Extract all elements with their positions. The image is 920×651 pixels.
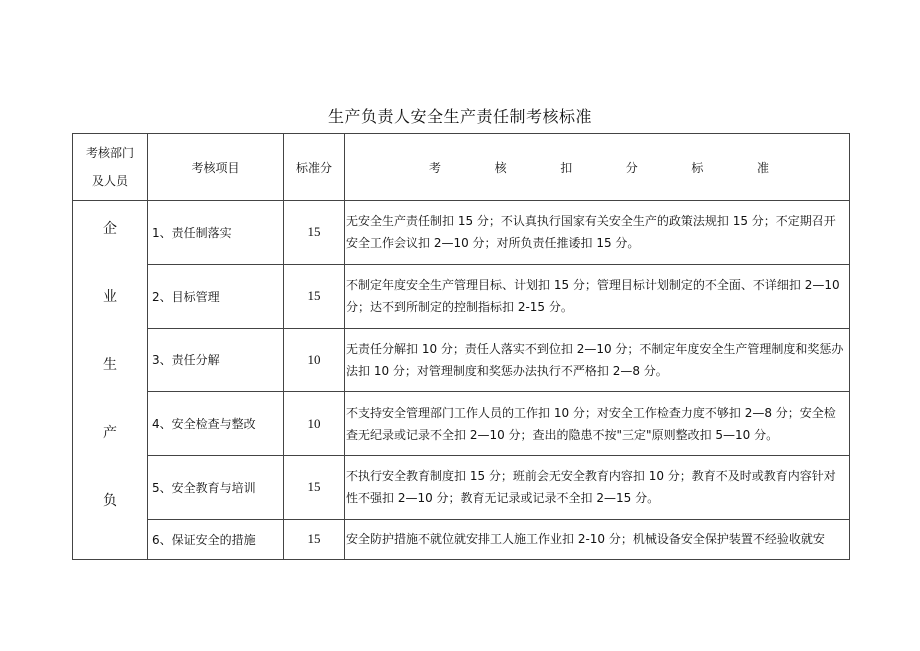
item-cell: 5、安全教育与培训: [148, 456, 284, 520]
header-dept: [73, 134, 148, 201]
item-cell: 6、保证安全的措施: [148, 519, 284, 559]
item-cell: 1、责任制落实: [148, 201, 284, 265]
item-cell: 3、责任分解: [148, 328, 284, 392]
criteria-cell: 无安全生产责任制扣 15 分；不认真执行国家有关安全生产的政策法规扣 15 分；不定期召开安全工作会议扣 2—10 分；对所负责任推诿扣 15 分。: [345, 201, 850, 265]
score-cell: 15: [284, 519, 345, 559]
table-header-row: [73, 134, 850, 201]
dept-char: 业: [103, 289, 117, 305]
table-row: [73, 392, 850, 456]
header-dept-line1: 考核部门: [85, 146, 134, 160]
table-row: [73, 519, 850, 559]
header-dept-line2: 及人员: [91, 174, 128, 188]
assessment-table: [72, 133, 850, 560]
dept-cell: [73, 201, 148, 560]
score-cell: 10: [284, 328, 345, 392]
score-cell: 15: [284, 201, 345, 265]
dept-char: 企: [103, 221, 117, 237]
criteria-cell: 不支持安全管理部门工作人员的工作扣 10 分；对安全工作检查力度不够扣 2—8 分；安全检查无纪录或记录不全扣 2—10 分；查出的隐患不按"三定"原则整改扣 5—10 分。: [345, 392, 850, 456]
table-row: [73, 264, 850, 328]
header-criteria: 考核扣分标准: [345, 134, 850, 201]
criteria-cell: 不制定年度安全生产管理目标、计划扣 15 分；管理目标计划制定的不全面、不详细扣 2—10 分；达不到所制定的控制指标扣 2-15 分。: [345, 264, 850, 328]
dept-char: 生: [103, 357, 117, 373]
header-score: 标准分: [284, 134, 345, 201]
criteria-cell: 不执行安全教育制度扣 15 分；班前会无安全教育内容扣 10 分；教育不及时或教育内容针对性不强扣 2—10 分；教育无记录或记录不全扣 2—15 分。: [345, 456, 850, 520]
score-cell: 15: [284, 264, 345, 328]
document-title: 生产负责人安全生产责任制考核标准: [327, 107, 592, 126]
item-cell: 2、目标管理: [148, 264, 284, 328]
score-cell: 15: [284, 456, 345, 520]
score-cell: 10: [284, 392, 345, 456]
criteria-cell: 无责任分解扣 10 分；责任人落实不到位扣 2—10 分；不制定年度安全生产管理制度和奖惩办法扣 10 分；对管理制度和奖惩办法执行不严格扣 2—8 分。: [345, 328, 850, 392]
table-row: [73, 456, 850, 520]
criteria-cell: 安全防护措施不就位就安排工人施工作业扣 2-10 分；机械设备安全保护装置不经验收就安: [345, 519, 850, 559]
table-row: [73, 328, 850, 392]
table-row: [73, 201, 850, 265]
dept-char: 负: [103, 493, 117, 509]
item-cell: 4、安全检查与整改: [148, 392, 284, 456]
dept-char: 产: [103, 425, 117, 441]
header-item: 考核项目: [148, 134, 284, 201]
